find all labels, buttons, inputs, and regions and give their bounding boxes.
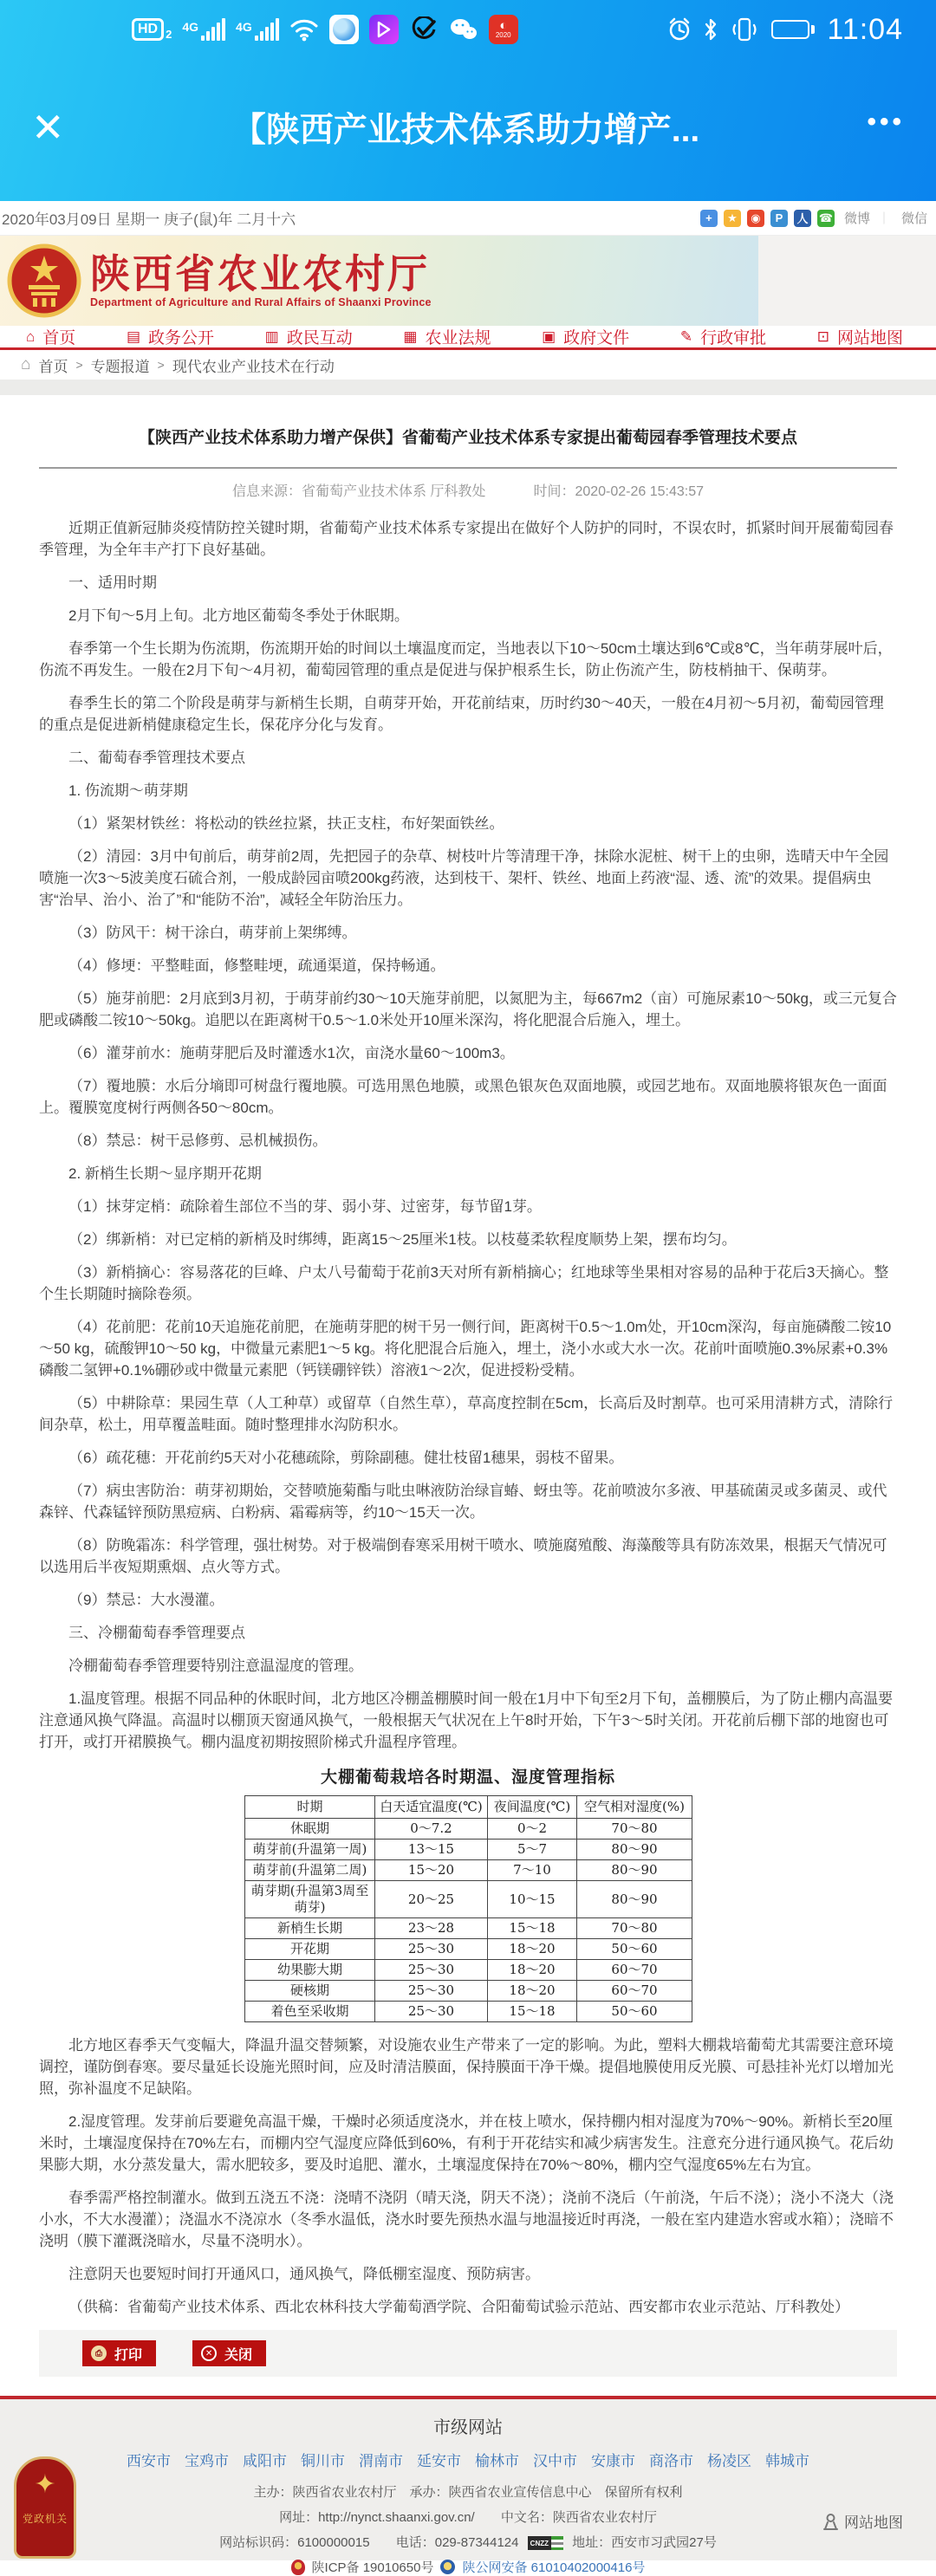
paragraph: （5）施芽前肥：2月底到3月初，于萌芽前约30～10天施芽前肥，以氮肥为主，每667m2（亩）可施尿素10～50kg，或三元复合肥或磷酸二铵10～50kg。追肥以在距离树干0.5～1.0米处开10厘米深沟，将化肥混合后施入，埋土。 xyxy=(39,990,897,1028)
article-body xyxy=(0,395,936,2396)
add-icon[interactable]: + xyxy=(700,210,718,227)
footer-contact-line xyxy=(0,2533,936,2551)
article-title: 【陕西产业技术体系助力增产保供】省葡萄产业技术体系专家提出葡萄园春季管理技术要点 xyxy=(138,429,797,447)
approval-icon: ✎ xyxy=(679,328,693,345)
paragraph: （4）修埂：平整畦面，修整畦埂，疏通渠道，保持畅通。 xyxy=(68,957,445,974)
paragraph: 春季生长的第二个阶段是萌芽与新梢生长期，自萌芽开始，开花前结束，历时约30～40天，一般在4月初～5月初，葡萄园管理的重点是促进新梢健康稳定生长，保花序分化与发育。 xyxy=(39,695,884,733)
city-link[interactable]: 渭南市 xyxy=(359,2453,403,2469)
paragraph: （1）抹芽定梢：疏除着生部位不当的芽、弱小芽、过密芽，每节留1芽。 xyxy=(68,1198,542,1215)
print-icon: ⎙ xyxy=(91,2346,107,2361)
section-heading: 三、冷棚葡萄春季管理要点 xyxy=(68,1625,245,1641)
sub-heading: 1. 伤流期～萌芽期 xyxy=(68,782,188,799)
print-button[interactable]: ⎙ 打印 xyxy=(82,2340,156,2366)
nav-item-home[interactable]: ⌂ 首页 xyxy=(26,328,76,347)
paragraph: （1）紧架材铁丝：将松动的铁丝拉紧，扶正支柱，布好架面铁丝。 xyxy=(68,815,504,832)
weibo-icon[interactable]: ◉ xyxy=(747,210,764,227)
paragraph: （9）禁忌：大水漫灌。 xyxy=(68,1592,224,1608)
action-button-panel xyxy=(39,2330,897,2377)
main-nav xyxy=(0,326,936,350)
nav-item-law[interactable]: ▦ 农业法规 xyxy=(403,328,491,347)
disclosure-icon: ▤ xyxy=(126,328,140,345)
breadcrumb-topic-link[interactable]: 专题报道 xyxy=(90,358,150,375)
section-heading: 一、适用时期 xyxy=(68,574,157,591)
temperature-humidity-table xyxy=(244,1764,692,2022)
pengyou-icon[interactable]: P xyxy=(770,210,788,227)
wifi-icon xyxy=(289,17,319,42)
wechat-browser-header xyxy=(0,54,936,201)
badge-star-icon: ✦ xyxy=(34,2470,56,2499)
paragraph: （4）花前肥：花前10天追施花前肥，在施萌芽肥的树干另一侧行间，距离树干0.5～1.0m处，开10cm深沟，每亩施磷酸二铵10～50 kg，硫酸钾10～50 kg，中微量元素肥1～5 kg。将化肥混合后施入，埋土，浇小水或大水一次。花前叶面喷施0.3%尿素+0.3%磷酸二氢钾+0.1%硼砂或中微量元素肥（钙镁硼锌铁）溶液1～2次，促进授粉受精。 xyxy=(39,1319,892,1379)
site-name: 陕西省农业农村厅 xyxy=(90,251,430,296)
table-row: 新梢生长期 23～28 15～18 70～80 xyxy=(245,1918,692,1939)
paragraph: 2.湿度管理。发芽前后要避免高温干燥，干燥时必须适度浇水，并在枝上喷水，保持棚内相对湿度为70%～90%。新梢长至20厘米时，土壤湿度保持在70%左右，而棚内空气湿度应降低到60%，有利于开花结实和减少病害发生。注意充分进行通风换气。花后幼果膨大期，水分蒸发量大，需水肥较多，要及时追肥、灌水，土壤湿度保持在70%～80%，棚内空气湿度65%左右为宜。 xyxy=(39,2113,894,2173)
site-cn-name: 中文名：陕西省农业农村厅 xyxy=(500,2510,657,2525)
icp-icon xyxy=(291,2560,305,2575)
table-title: 大棚葡萄栽培各时期温、湿度管理指标 xyxy=(320,1768,615,1787)
home-icon: ⌂ xyxy=(21,355,31,373)
divider-strip xyxy=(0,380,936,395)
sitemap-icon: ⊡ xyxy=(816,328,829,345)
paragraph: （6）疏花穗：开花前约5天对小花穗疏除，剪除副穗。健壮枝留1穗果，弱枝不留果。 xyxy=(68,1450,624,1466)
city-links xyxy=(0,2449,936,2470)
table-row: 着色至采收期 25～30 15～18 50～60 xyxy=(245,2002,692,2022)
checkmark-app-icon xyxy=(409,15,439,44)
paragraph: 冷棚葡萄春季管理要特别注意温湿度的管理。 xyxy=(68,1658,363,1674)
city-link[interactable]: 西安市 xyxy=(127,2453,171,2469)
battery-icon xyxy=(771,20,815,39)
document-icon: ▣ xyxy=(542,328,556,345)
breadcrumb-current[interactable]: 现代农业产业技术在行动 xyxy=(172,358,335,375)
city-link[interactable]: 商洛市 xyxy=(649,2453,693,2469)
paragraph: （2）绑新梢：对已定梢的新梢及时绑缚，距离15～25厘米1枝。以枝蔓柔软程度顺势上架，摆布均匀。 xyxy=(68,1231,737,1248)
national-emblem-logo xyxy=(7,243,81,318)
paragraph: （2）清园：3月中旬前后，萌芽前2周，先把园子的杂草、树枝叶片等清理干净，抹除水泥桩、树干上的虫卵，选晴天中午全园喷施一次3～5波美度石硫合剂，一般成龄园亩喷200kg药液，达到枝干、架杆、铁丝、地面上药液“湿、透、流”的效果。提倡病虫害“治早、治小、治了”和“能防不治”，减轻全年防治压力。 xyxy=(39,848,889,908)
sub-heading: 2. 新梢生长期～显序期开花期 xyxy=(68,1165,262,1182)
paragraph: （5）中耕除草：果园生草（人工种草）或留草（自然生草），草高度控制在5cm，长高后及时割草。也可采用清耕方式，清除行间杂草，松土，用草覆盖畦面。随时整理排水沟防积水。 xyxy=(39,1395,894,1433)
city-link[interactable]: 韩城市 xyxy=(765,2453,809,2469)
close-icon[interactable]: ✕ xyxy=(31,105,65,150)
nav-item-sitemap[interactable]: ⊡ 网站地图 xyxy=(816,328,903,347)
paragraph: （8）禁忌：树干忌修剪、忌机械损伤。 xyxy=(68,1132,328,1149)
city-link[interactable]: 安康市 xyxy=(591,2453,635,2469)
hd-icon: HD 2 xyxy=(132,18,172,41)
card-bottom-space xyxy=(39,2377,897,2396)
table-row: 幼果膨大期 25～30 18～20 60～70 xyxy=(245,1960,692,1981)
paragraph: 注意阴天也要短时间打开通风口，通风换气，降低棚室湿度、预防病害。 xyxy=(68,2266,540,2282)
vibrate-icon xyxy=(730,17,759,42)
footer-url-line xyxy=(0,2508,936,2526)
table-row: 萌芽前(升温第一周) 13～15 5～7 80～90 xyxy=(245,1840,692,1860)
paragraph: （7）覆地膜：水后分墒即可树盘行覆地膜。可选用黑色地膜，或黑色银灰色双面地膜，或园艺地布。双面地膜将银灰色一面面上。覆膜宽度树行两侧各50～80cm。 xyxy=(39,1078,887,1116)
phone-number: 电话：029-87344124 xyxy=(395,2535,519,2550)
title-divider xyxy=(39,467,897,469)
site-code: 网站标识码：6100000015 xyxy=(219,2535,370,2550)
article-meta xyxy=(39,480,897,500)
breadcrumb-home-link[interactable]: 首页 xyxy=(38,358,68,375)
city-link[interactable]: 杨凌区 xyxy=(707,2453,751,2469)
paragraph: （8）防晚霜冻：科学管理，强壮树势。对于极端倒春寒采用树干喷水、喷施腐殖酸、海藻酸等具有防冻效果，根据天气情况可以选用后半夜短期熏烟、点火等方式。 xyxy=(39,1537,887,1575)
paragraph: 近期正值新冠肺炎疫情防控关键时期，省葡萄产业技术体系专家提出在做好个人防护的同时，不误农时，抓紧时间开展葡萄园春季管理，为全年丰产打下良好基础。 xyxy=(39,520,894,558)
paragraph: 1.温度管理。根据不同品种的休眠时间，北方地区冷棚盖棚膜时间一般在1月中下旬至2月下旬，盖棚膜后，为了防止棚内高温要注意通风换气降温。高温时以棚顶天窗通风换气，一般根据天气状况在上午8时开始，下午3～5时关闭。开花前后棚下部的地窗也可打开，或打开裙膜换气。棚内温度初期按照阶梯式升温程序管理。 xyxy=(39,1690,894,1750)
city-link[interactable]: 汉中市 xyxy=(533,2453,577,2469)
close-button[interactable]: ✕ 关闭 xyxy=(192,2340,266,2366)
nav-item-documents[interactable]: ▣ 政府文件 xyxy=(542,328,630,347)
footer-icp-line xyxy=(0,2558,936,2576)
footer-sponsor-line: 主办：陕西省农业农村厅 承办：陕西省农业宣传信息中心 保留所有权利 xyxy=(253,2485,683,2500)
law-icon: ▦ xyxy=(403,328,418,345)
table-row: 休眠期 0～7.2 0～2 70～80 xyxy=(245,1819,692,1840)
clock-time: 11:04 xyxy=(827,12,903,46)
signal-4g-icon: 4G xyxy=(182,18,225,41)
weibo-share-link[interactable]: 微博 xyxy=(843,211,870,226)
date-text: 2020年03月09日 星期一 庚子(鼠)年 二月十六 xyxy=(2,211,296,228)
footer-sitemap-link[interactable]: 网站地图 xyxy=(822,2510,903,2532)
icp-number: 陕ICP备 19010650号 xyxy=(311,2560,434,2575)
close-circle-icon: ✕ xyxy=(201,2346,217,2361)
table-row: 开花期 25～30 18～20 50～60 xyxy=(245,1939,692,1960)
cnzz-stats-badge[interactable]: CNZZ xyxy=(528,2536,563,2550)
police-record-link[interactable]: 陕公网安备 61010402000416号 xyxy=(462,2560,646,2575)
paragraph: （7）病虫害防治：萌芽初期始，交替喷施菊酯与吡虫啉液防治绿盲蝽、蚜虫等。花前喷波尔多液、甲基硫菌灵或多菌灵、或代森锌、代森锰锌预防黑痘病、白粉病、霜霉病等，约10～15天一次。 xyxy=(39,1483,887,1521)
site-banner-row xyxy=(0,236,936,326)
paragraph: 2月下旬～5月上旬。北方地区葡萄冬季处于休眠期。 xyxy=(68,607,409,624)
table-row: 硬核期 25～30 18～20 60～70 xyxy=(245,1981,692,2002)
source-label: 信息来源：省葡萄产业技术体系 厅科教处 xyxy=(231,484,486,499)
page-title: 【陕西产业技术体系助力增产... xyxy=(231,112,700,149)
time-label: 时间：2020-02-26 15:43:57 xyxy=(533,484,705,499)
table-row: 萌芽期(升温第3周至萌芽) 20～25 10～15 80～90 xyxy=(245,1881,692,1918)
wechat-share-link[interactable]: 微信 xyxy=(900,211,927,226)
footer-section-title: 市级网站 xyxy=(433,2418,503,2437)
address: 地址：西安市习武园27号 xyxy=(572,2535,717,2550)
bluetooth-icon xyxy=(704,17,718,42)
home-icon: ⌂ xyxy=(26,328,36,345)
qzone-icon[interactable]: ★ xyxy=(724,210,741,227)
more-menu-icon[interactable]: ••• xyxy=(867,107,905,136)
video-app-icon xyxy=(369,15,399,44)
city-link[interactable]: 榆林市 xyxy=(475,2453,519,2469)
nav-item-approval[interactable]: ✎ 行政审批 xyxy=(679,328,767,347)
table-row: 萌芽前(升温第二周) 15～20 7～10 80～90 xyxy=(245,1860,692,1881)
interaction-icon: ▥ xyxy=(264,328,279,345)
paragraph: （3）新梢摘心：容易落花的巨峰、户太八号葡萄于花前3天对所有新梢摘心；红地球等坐果相对容易的品种于花后3天摘心。整个生长期随时摘除卷须。 xyxy=(39,1264,889,1302)
status-bar xyxy=(0,0,936,54)
city-link[interactable]: 咸阳市 xyxy=(243,2453,287,2469)
gov-agency-badge[interactable]: ✦ 党政机关 xyxy=(14,2456,76,2559)
city-link[interactable]: 延安市 xyxy=(417,2453,461,2469)
nav-item-interaction[interactable]: ▥ 政民互动 xyxy=(264,328,353,347)
site-url: 网址：http://nynct.shaanxi.gov.cn/ xyxy=(279,2510,475,2525)
renren-icon[interactable]: 人 xyxy=(794,210,811,227)
signal-4g-icon: 4G xyxy=(236,18,279,41)
table-header-row: 时期 白天适宜温度(℃) 夜间温度(℃) 空气相对湿度(%) xyxy=(245,1796,692,1819)
nav-item-disclosure[interactable]: ▤ 政务公开 xyxy=(126,328,215,347)
weather-app-icon xyxy=(329,15,359,44)
paragraph: 北方地区春季天气变幅大，降温升温交替频繁，对设施农业生产带来了一定的影响。为此，塑料大棚栽培葡萄尤其需要注意环境调控，谨防倒春寒。要尽量延长设施光照时间，应及时清洁膜面，保持膜面干净干燥。提倡地膜使用反光膜、可悬挂补光灯以增加光照，弥补温度不足缺陷。 xyxy=(39,2037,894,2097)
section-heading: 二、葡萄春季管理技术要点 xyxy=(68,749,245,766)
police-badge-icon xyxy=(440,2560,455,2574)
date-share-bar: 2020年03月09日 星期一 庚子(鼠)年 二月十六 + ★ ◉ P 人 ☎ 微博 ｜ 微信 xyxy=(0,201,936,236)
footer xyxy=(0,2399,936,2575)
breadcrumb: ⌂ 首页 > 专题报道 > 现代农业产业技术在行动 xyxy=(0,350,936,380)
paragraph: （6）灌芽前水：施萌芽肥后及时灌透水1次，亩浇水量60～100m3。 xyxy=(68,1045,515,1061)
contributors-note: （供稿：省葡萄产业技术体系、西北农林科技大学葡萄酒学院、合阳葡萄试验示范站、西安都市农业示范站、厅科教处） xyxy=(68,2299,849,2315)
map-pin-icon xyxy=(822,2512,839,2531)
news-app-icon: ◐ 2020 xyxy=(489,15,518,44)
paragraph: （3）防风干：树干涂白，萌芽前上架绑缚。 xyxy=(68,925,357,941)
city-link[interactable]: 铜川市 xyxy=(301,2453,345,2469)
wechat-icon[interactable]: ☎ xyxy=(817,210,835,227)
paragraph: 春季需严格控制灌水。做到五浇五不浇：浇晴不浇阴（晴天浇，阴天不浇）；浇前不浇后（午前浇，午后不浇）；浇小不浇大（浇小水，不大水漫灌）；浇温水不浇凉水（冬季水温低，浇水时要先预热水温与地温接近时再浇，一般在室内建造水窖或水箱）；浇暗不浇明（膜下灌溉浇暗水，尽量不浇明水）。 xyxy=(39,2190,894,2249)
top-blue-area xyxy=(0,0,936,201)
wechat-app-icon xyxy=(449,15,478,44)
paragraph: 春季第一个生长期为伤流期，伤流期开始的时间以土壤温度而定，当地表以下10～50cm土壤达到6℃或8℃，当年萌芽展叶后，伤流不再发生。一般在2月下旬～4月初，葡萄园管理的重点是促进与保护根系生长，防止伤流产生，防枝梢抽干、保萌芽。 xyxy=(39,640,893,678)
city-link[interactable]: 宝鸡市 xyxy=(185,2453,229,2469)
site-name-en: Department of Agriculture and Rural Affairs of Shaanxi Province xyxy=(90,296,432,309)
alarm-icon xyxy=(667,17,692,42)
site-banner xyxy=(0,236,758,326)
